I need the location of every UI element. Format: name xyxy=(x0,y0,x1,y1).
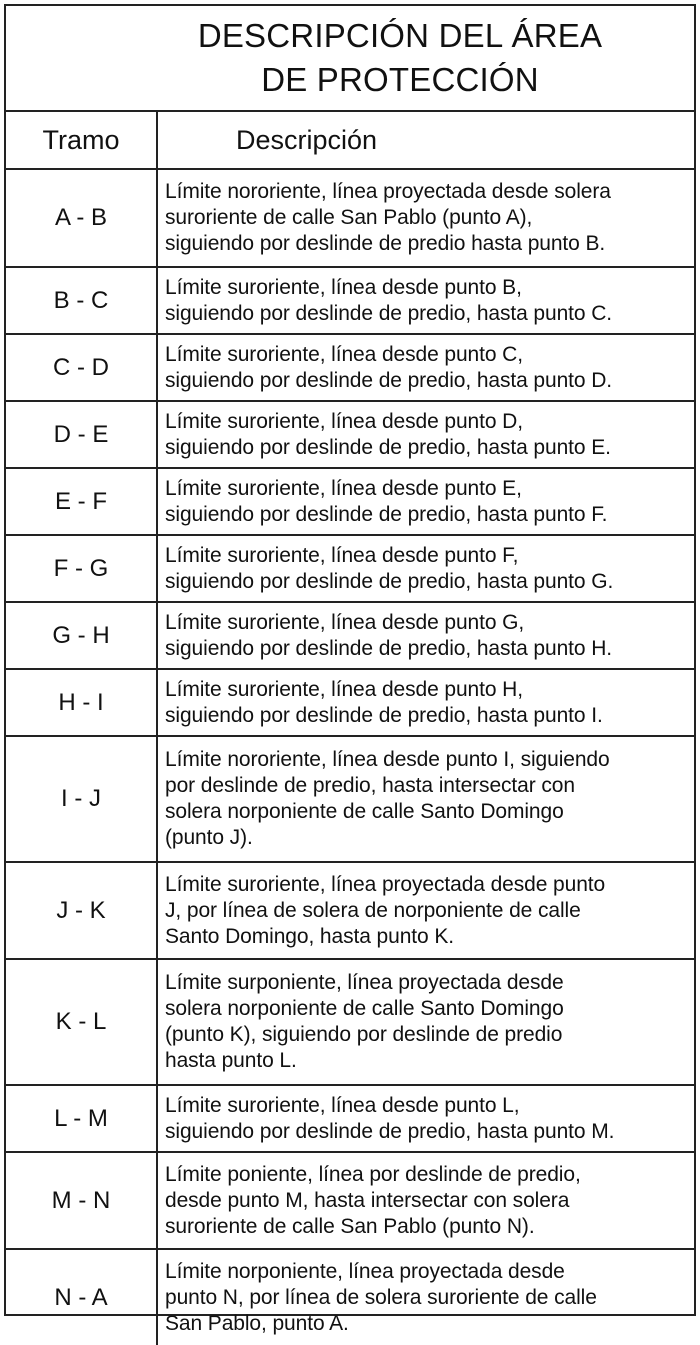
protection-area-table-sheet xyxy=(4,4,696,1335)
descripcion-cell: Límite norponiente, línea proyectada desde punto N, por línea de solera suroriente de calle San Pablo, punto A. xyxy=(157,1249,694,1345)
description-table xyxy=(6,112,694,1345)
tramo-cell: J - K xyxy=(6,862,157,959)
descripcion-cell: Límite suroriente, línea desde punto E, siguiendo por deslinde de predio, hasta punto F. xyxy=(157,468,694,535)
tramo-cell: E - F xyxy=(6,468,157,535)
descripcion-cell: Límite suroriente, línea desde punto D, siguiendo por deslinde de predio, hasta punto E. xyxy=(157,401,694,468)
table-row xyxy=(6,468,694,535)
tramo-cell: M - N xyxy=(6,1152,157,1249)
table-row xyxy=(6,535,694,602)
tramo-cell: F - G xyxy=(6,535,157,602)
header-row xyxy=(6,112,694,169)
tramo-cell: C - D xyxy=(6,334,157,401)
tramo-cell: G - H xyxy=(6,602,157,669)
descripcion-cell: Límite suroriente, línea desde punto L, siguiendo por deslinde de predio, hasta punto M. xyxy=(157,1085,694,1152)
descripcion-cell: Límite suroriente, línea proyectada desde punto J, por línea de solera de norponiente de calle Santo Domingo, hasta punto K. xyxy=(157,862,694,959)
column-header-descripcion: Descripción xyxy=(157,112,694,169)
table-row xyxy=(6,169,694,267)
table-row xyxy=(6,1085,694,1152)
table-row xyxy=(6,401,694,468)
descripcion-cell: Límite nororiente, línea desde punto I, siguiendo por deslinde de predio, hasta intersectar con solera norponiente de calle Santo Domingo (punto J). xyxy=(157,736,694,862)
tramo-cell: B - C xyxy=(6,267,157,334)
tramo-cell: H - I xyxy=(6,669,157,736)
title-line-2: DE PROTECCIÓN xyxy=(261,61,539,98)
descripcion-cell: Límite suroriente, línea desde punto G, siguiendo por deslinde de predio, hasta punto H. xyxy=(157,602,694,669)
tramo-cell: A - B xyxy=(6,169,157,267)
tramo-cell: D - E xyxy=(6,401,157,468)
table-row xyxy=(6,959,694,1085)
table-row xyxy=(6,267,694,334)
table-row xyxy=(6,669,694,736)
table-row xyxy=(6,862,694,959)
tramo-cell: N - A xyxy=(6,1249,157,1345)
descripcion-cell: Límite poniente, línea por deslinde de predio, desde punto M, hasta intersectar con solera suroriente de calle San Pablo (punto N). xyxy=(157,1152,694,1249)
tramo-cell: L - M xyxy=(6,1085,157,1152)
tramo-cell: K - L xyxy=(6,959,157,1085)
descripcion-cell: Límite suroriente, línea desde punto C, siguiendo por deslinde de predio, hasta punto D. xyxy=(157,334,694,401)
descripcion-cell: Límite surponiente, línea proyectada desde solera norponiente de calle Santo Domingo (punto K), siguiendo por deslinde de predio hasta punto L. xyxy=(157,959,694,1085)
table-row xyxy=(6,736,694,862)
table-row xyxy=(6,334,694,401)
title-line-1: DESCRIPCIÓN DEL ÁREA xyxy=(197,17,603,54)
table-row xyxy=(6,1152,694,1249)
table-row xyxy=(6,602,694,669)
descripcion-cell: Límite suroriente, línea desde punto H, siguiendo por deslinde de predio, hasta punto I. xyxy=(157,669,694,736)
table-row xyxy=(6,1249,694,1345)
table-title xyxy=(6,6,694,112)
descripcion-cell: Límite suroriente, línea desde punto F, siguiendo por deslinde de predio, hasta punto G. xyxy=(157,535,694,602)
descripcion-cell: Límite suroriente, línea desde punto B, siguiendo por deslinde de predio, hasta punto C. xyxy=(157,267,694,334)
descripcion-cell: Límite nororiente, línea proyectada desde solera suroriente de calle San Pablo (punto A), siguiendo por deslinde de predio hasta punto B. xyxy=(157,169,694,267)
tramo-cell: I - J xyxy=(6,736,157,862)
column-header-tramo: Tramo xyxy=(6,112,157,169)
